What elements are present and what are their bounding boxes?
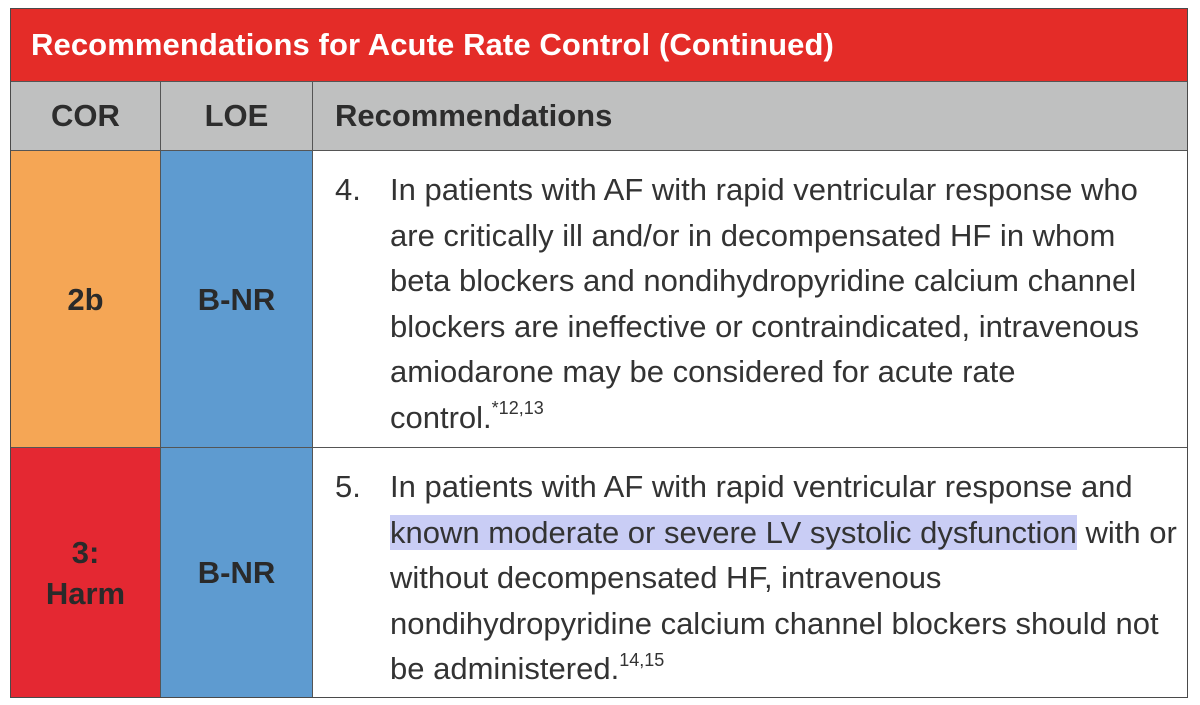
header-loe: LOE [161, 82, 313, 150]
table-row [11, 448, 1187, 697]
recommendation-table [10, 8, 1188, 698]
loe-badge: B-NR [161, 151, 313, 447]
highlighted-text: known moderate or severe LV systolic dysfunction [390, 514, 1077, 550]
recommendation-text [390, 167, 1187, 440]
recommendation-cell [313, 448, 1187, 697]
recommendation-body-start: In patients with AF with rapid ventricular response and [390, 469, 1133, 504]
cor-badge: 2b [11, 151, 161, 447]
recommendation-number: 5. [335, 469, 361, 504]
references: 14,15 [619, 649, 665, 670]
cor-line-2: Harm [45, 575, 126, 611]
recommendation-body-end: with or without decompensated HF, intravenous nondihydropyridine calcium channel blockers should not be administered. [390, 514, 1177, 686]
recommendation-body: In patients with AF with rapid ventricular response who are critically ill and/or in decompensated HF in whom beta blockers and nondihydropyridine calcium channel blockers are ineffective or contraindicated, intravenous amiodarone may be considered for acute rate control. [390, 172, 1140, 435]
header-recommendations: Recommendations [335, 98, 613, 133]
cor-line-1: 3: [71, 534, 100, 570]
references: *12,13 [491, 398, 544, 419]
header-row [11, 81, 1187, 151]
table-title: Recommendations for Acute Rate Control (Continued) [11, 9, 1187, 81]
recommendation-cell [313, 151, 1187, 447]
loe-badge: B-NR [161, 448, 313, 697]
recommendation-number: 4. [335, 172, 361, 207]
table-row [11, 151, 1187, 448]
cor-badge [11, 448, 161, 697]
header-cor: COR [11, 82, 161, 150]
recommendation-text [390, 464, 1187, 692]
